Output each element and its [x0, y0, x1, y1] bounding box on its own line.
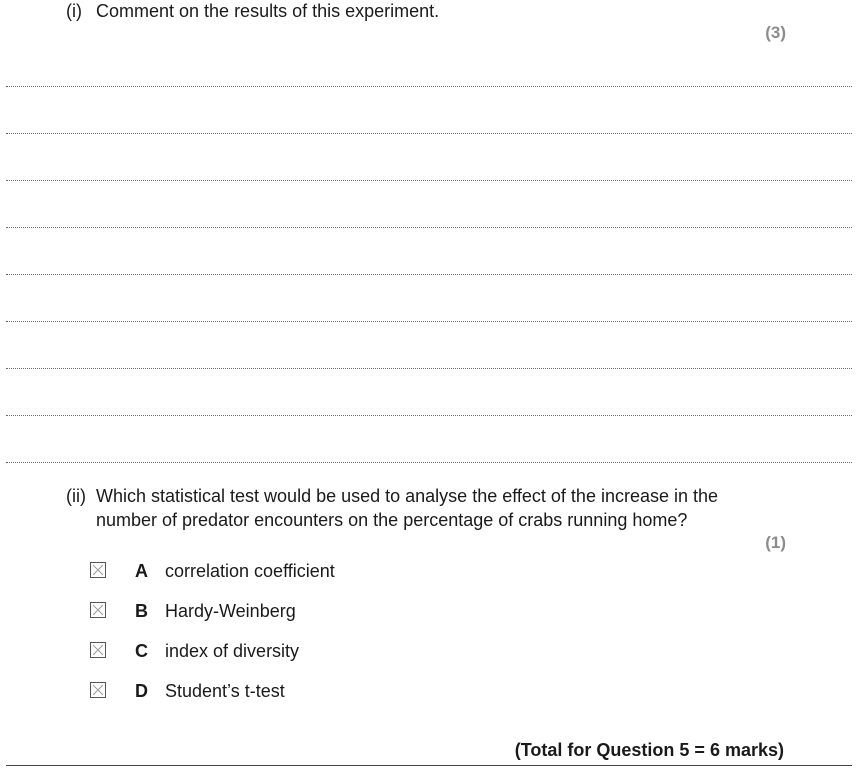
option-d-text: Student’s t-test [165, 681, 285, 701]
question-text-ii-line1: Which statistical test would be used to analyse the effect of the increase in the [96, 486, 719, 506]
option-a-text: correlation coefficient [165, 561, 335, 581]
question-number-ii: (ii) [66, 486, 86, 506]
answer-line-4[interactable] [6, 227, 852, 228]
marks-part-i: (3) [765, 23, 786, 42]
option-d-letter: D [135, 681, 148, 701]
answer-line-9[interactable] [6, 462, 852, 463]
answer-line-2[interactable] [6, 133, 852, 134]
answer-line-6[interactable] [6, 321, 852, 322]
bottom-divider [6, 765, 852, 766]
question-total-marks: (Total for Question 5 = 6 marks) [514, 740, 784, 760]
question-text-ii-line2: number of predator encounters on the percentage of crabs running home? [96, 510, 688, 530]
answer-line-8[interactable] [6, 415, 852, 416]
checkbox-a-icon[interactable] [90, 562, 106, 578]
option-b-text: Hardy-Weinberg [165, 601, 296, 621]
option-a-letter: A [135, 561, 148, 581]
question-number-i: (i) [66, 1, 82, 21]
option-c-letter: C [135, 641, 148, 661]
answer-line-3[interactable] [6, 180, 852, 181]
option-b-letter: B [135, 601, 148, 621]
answer-line-5[interactable] [6, 274, 852, 275]
answer-line-1[interactable] [6, 86, 852, 87]
marks-part-ii: (1) [765, 533, 786, 552]
answer-line-7[interactable] [6, 368, 852, 369]
question-part-ii [66, 485, 786, 533]
checkbox-b-icon[interactable] [90, 602, 106, 618]
option-c-text: index of diversity [165, 641, 300, 661]
question-part-i [66, 0, 766, 22]
checkbox-d-icon[interactable] [90, 682, 106, 698]
checkbox-c-icon[interactable] [90, 642, 106, 658]
question-text-i: Comment on the results of this experiment. [96, 1, 440, 21]
